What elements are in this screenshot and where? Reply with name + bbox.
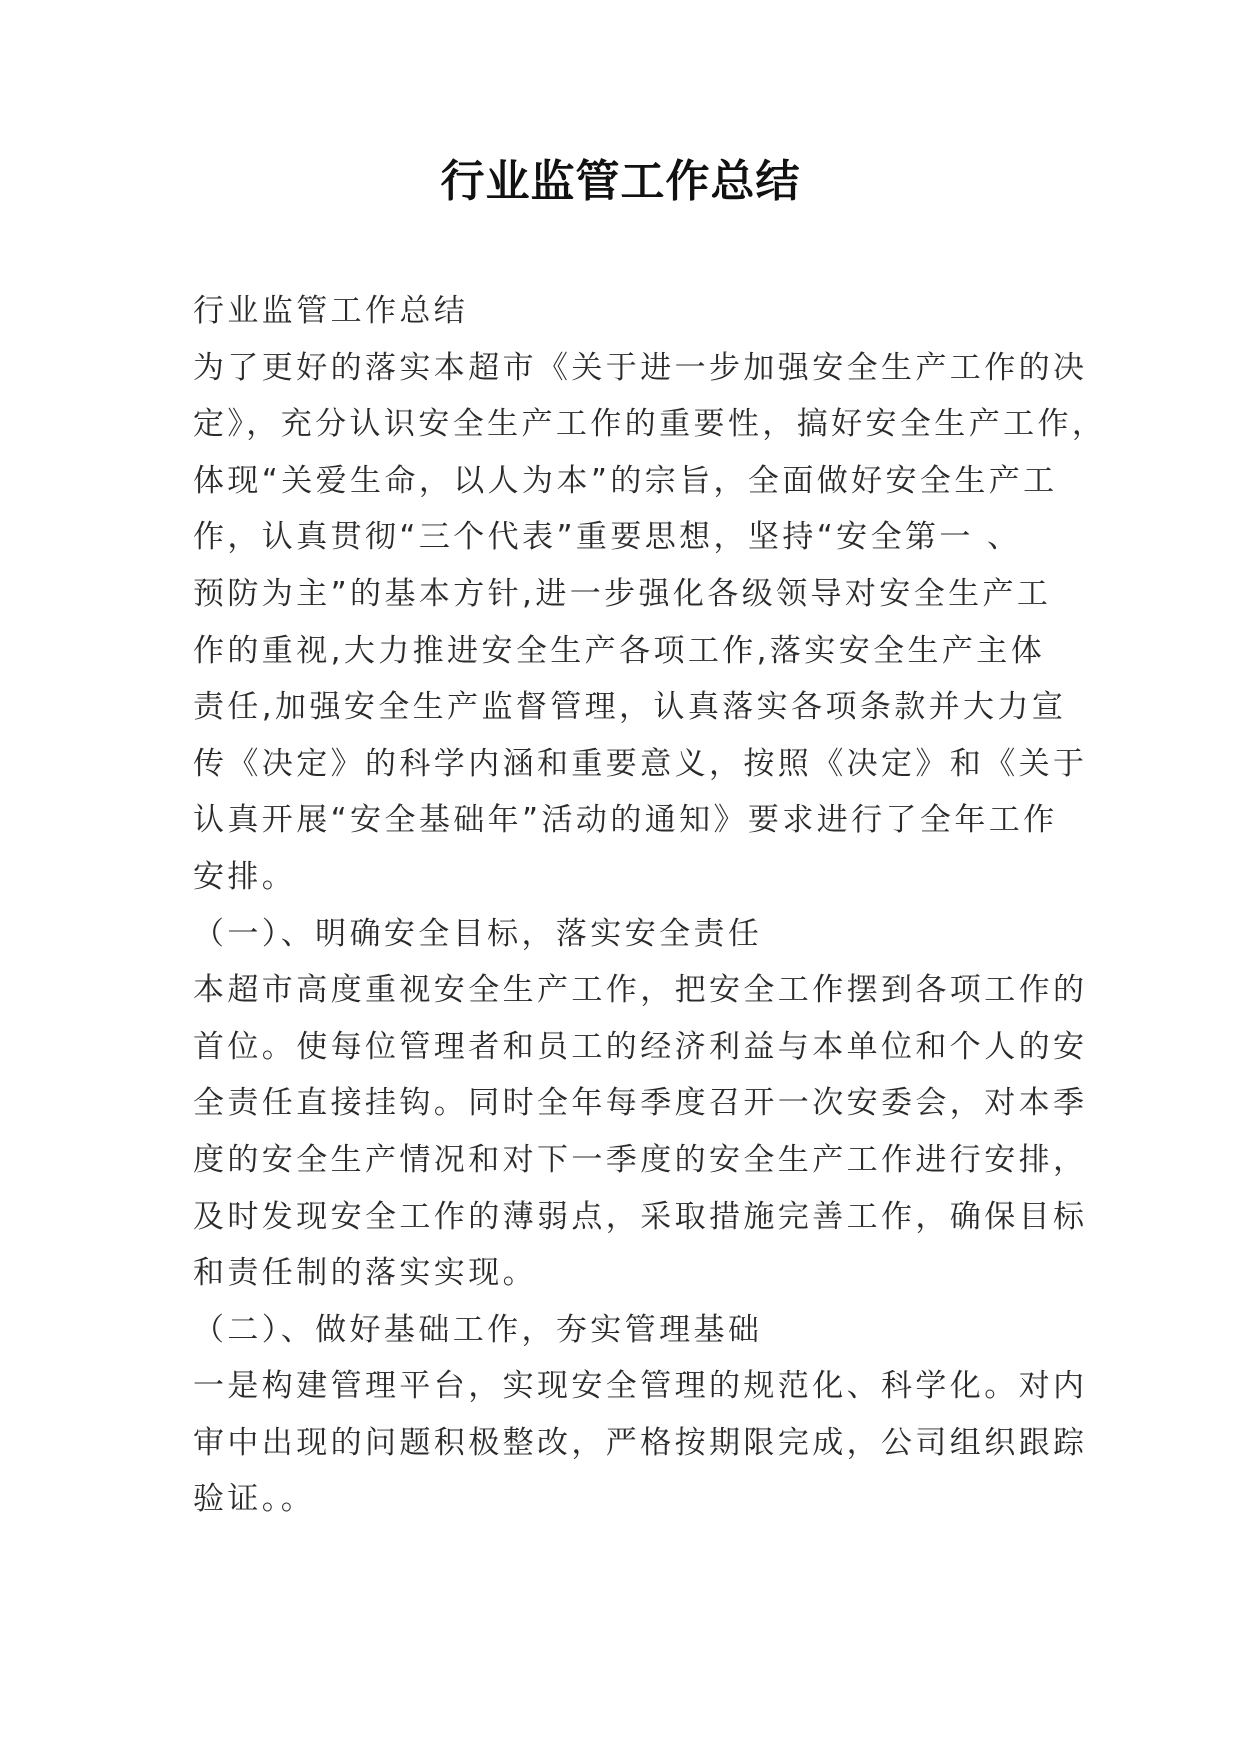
paragraph-line: 审中出现的问题积极整改，严格按期限完成，公司组织跟踪 bbox=[193, 1424, 1088, 1461]
paragraph-line: 认真开展“安全基础年”活动的通知》要求进行了全年工作 bbox=[193, 802, 1058, 839]
document-title: 行业监管工作总结 bbox=[440, 156, 801, 207]
section-heading: （一）、明确安全目标，落实安全责任 bbox=[193, 915, 763, 952]
paragraph-line: 责任,加强安全生产监督管理，认真落实各项条款并大力宣 bbox=[193, 689, 1067, 726]
paragraph-line: 传《决定》的科学内涵和重要意义，按照《决定》和《关于 bbox=[193, 745, 1088, 782]
paragraph-line: 度的安全生产情况和对下一季度的安全生产工作进行安排， bbox=[193, 1141, 1088, 1178]
section-heading: （二）、做好基础工作，夯实管理基础 bbox=[193, 1311, 763, 1348]
paragraph-line: 安排。 bbox=[193, 858, 297, 895]
paragraph-line: 和责任制的落实实现。 bbox=[193, 1255, 537, 1292]
paragraph-line: 为了更好的落实本超市《关于进一步加强安全生产工作的决 bbox=[193, 349, 1088, 386]
document-body bbox=[193, 283, 1107, 1528]
paragraph-line: 一是构建管理平台，实现安全管理的规范化、科学化。对内 bbox=[193, 1368, 1088, 1405]
paragraph-line: 本超市高度重视安全生产工作，把安全工作摆到各项工作的 bbox=[193, 972, 1088, 1009]
paragraph-line: 及时发现安全工作的薄弱点，采取措施完善工作，确保目标 bbox=[193, 1198, 1088, 1235]
paragraph-line: 作，认真贯彻“三个代表”重要思想，坚持“安全第一 、 bbox=[193, 519, 1022, 556]
paragraph-line: 作的重视,大力推进安全生产各项工作,落实安全生产主体 bbox=[193, 632, 1046, 669]
paragraph-line: 预防为主”的基本方针,进一步强化各级领导对安全生产工 bbox=[193, 575, 1052, 612]
paragraph-line: 首位。使每位管理者和员工的经济利益与本单位和个人的安 bbox=[193, 1028, 1088, 1065]
paragraph-line: 验证。。 bbox=[193, 1481, 316, 1518]
paragraph-line: 全责任直接挂钩。同时全年每季度召开一次安委会，对本季 bbox=[193, 1085, 1088, 1122]
paragraph-line: 体现“关爱生命，以人为本”的宗旨，全面做好安全生产工 bbox=[193, 462, 1058, 499]
body-subtitle: 行业监管工作总结 bbox=[193, 293, 469, 329]
paragraph-line: 定》，充分认识安全生产工作的重要性，搞好安全生产工作， bbox=[193, 406, 1107, 443]
